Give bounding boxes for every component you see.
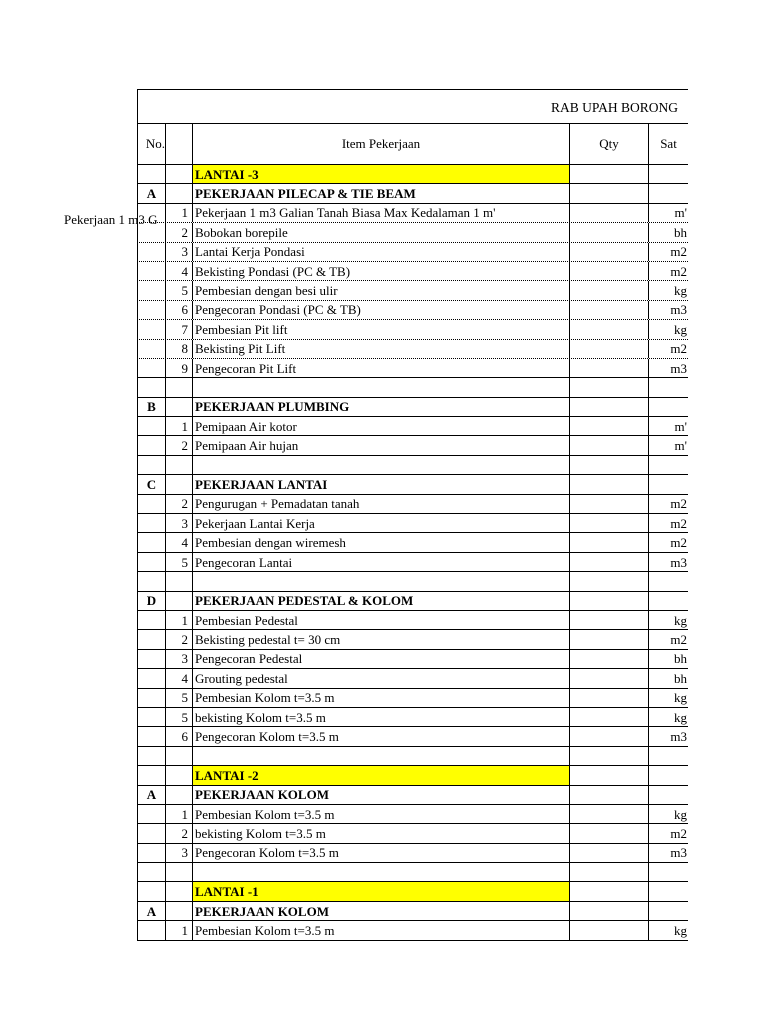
cell-section-letter[interactable] xyxy=(137,689,165,707)
cell-number[interactable]: 1 xyxy=(165,204,192,222)
cell-number[interactable]: 9 xyxy=(165,359,192,377)
cell-number[interactable]: 6 xyxy=(165,727,192,745)
cell-number[interactable]: 1 xyxy=(165,611,192,629)
cell-item[interactable]: Pemipaan Air kotor xyxy=(192,417,569,435)
cell-qty[interactable] xyxy=(569,533,648,551)
cell-number[interactable]: 2 xyxy=(165,824,192,842)
cell-sat[interactable]: m2 xyxy=(648,630,688,648)
cell-section-letter[interactable]: A xyxy=(137,786,165,804)
cell-section-letter[interactable] xyxy=(137,863,165,881)
cell-sat[interactable] xyxy=(648,184,688,202)
cell-number[interactable]: 4 xyxy=(165,533,192,551)
cell-item[interactable] xyxy=(192,456,569,474)
cell-sat[interactable] xyxy=(648,592,688,610)
cell-sat[interactable]: bh xyxy=(648,669,688,687)
cell-section-letter[interactable]: C xyxy=(137,475,165,493)
cell-item[interactable]: Pengurugan + Pemadatan tanah xyxy=(192,495,569,513)
header-row xyxy=(137,124,688,165)
blank-row xyxy=(137,747,688,766)
cell-sat[interactable] xyxy=(648,902,688,920)
cell-item[interactable]: Pengecoran Pedestal xyxy=(192,650,569,668)
cell-sat[interactable]: m2 xyxy=(648,824,688,842)
cell-section-letter[interactable] xyxy=(137,281,165,299)
cell-sat[interactable]: kg xyxy=(648,921,688,939)
cell-section-letter[interactable] xyxy=(137,669,165,687)
table-row xyxy=(137,611,688,630)
cell-number[interactable] xyxy=(165,786,192,804)
cell-section-letter[interactable] xyxy=(137,727,165,745)
cell-sat[interactable]: kg xyxy=(648,708,688,726)
cell-sat[interactable]: bh xyxy=(648,650,688,668)
cell-section-letter[interactable] xyxy=(137,320,165,338)
cell-item[interactable]: Pembesian Pedestal xyxy=(192,611,569,629)
cell-sat[interactable] xyxy=(648,572,688,590)
cell-sat[interactable] xyxy=(648,766,688,784)
cell-number[interactable]: 3 xyxy=(165,844,192,862)
cell-item[interactable]: Pembesian dengan besi ulir xyxy=(192,281,569,299)
cell-section-letter[interactable] xyxy=(137,572,165,590)
cell-item[interactable]: Pembesian Kolom t=3.5 m xyxy=(192,805,569,823)
cell-number[interactable]: 6 xyxy=(165,301,192,319)
cell-section-letter[interactable] xyxy=(137,611,165,629)
cell-item[interactable]: Pekerjaan Lantai Kerja xyxy=(192,514,569,532)
cell-qty[interactable] xyxy=(569,844,648,862)
table-row xyxy=(137,495,688,514)
cell-item[interactable]: PEKERJAAN KOLOM xyxy=(192,786,569,804)
rab-table xyxy=(137,89,688,941)
cell-section-letter[interactable] xyxy=(137,824,165,842)
cell-qty[interactable] xyxy=(569,611,648,629)
cell-sat[interactable]: m' xyxy=(648,436,688,454)
cell-item[interactable]: LANTAI -1 xyxy=(192,882,569,900)
cell-qty[interactable] xyxy=(569,514,648,532)
cell-number[interactable] xyxy=(165,863,192,881)
cell-qty[interactable] xyxy=(569,689,648,707)
blank-row xyxy=(137,378,688,397)
table-row xyxy=(137,844,688,863)
cell-sat[interactable] xyxy=(648,863,688,881)
cell-section-letter[interactable] xyxy=(137,436,165,454)
cell-item[interactable]: LANTAI -2 xyxy=(192,766,569,784)
floor-row xyxy=(137,766,688,785)
table-row xyxy=(137,805,688,824)
cell-qty[interactable] xyxy=(569,417,648,435)
cell-item[interactable]: PEKERJAAN KOLOM xyxy=(192,902,569,920)
cell-sat[interactable]: m' xyxy=(648,417,688,435)
cell-qty[interactable] xyxy=(569,708,648,726)
cell-sat[interactable]: m2 xyxy=(648,514,688,532)
cell-qty[interactable] xyxy=(569,650,648,668)
cell-number[interactable] xyxy=(165,475,192,493)
cell-sat[interactable]: m3 xyxy=(648,359,688,377)
cell-number[interactable]: 1 xyxy=(165,921,192,939)
cell-qty[interactable] xyxy=(569,204,648,222)
cell-number[interactable]: 4 xyxy=(165,262,192,280)
table-row xyxy=(137,689,688,708)
cell-sat[interactable] xyxy=(648,882,688,900)
cell-section-letter[interactable] xyxy=(137,262,165,280)
cell-number[interactable]: 7 xyxy=(165,320,192,338)
cell-number[interactable]: 2 xyxy=(165,223,192,241)
cell-item[interactable]: PEKERJAAN LANTAI xyxy=(192,475,569,493)
cell-item[interactable]: Pengecoran Kolom t=3.5 m xyxy=(192,844,569,862)
table-row xyxy=(137,436,688,455)
blank-row xyxy=(137,572,688,591)
cell-section-letter[interactable] xyxy=(137,417,165,435)
cell-number[interactable] xyxy=(165,184,192,202)
cell-number[interactable] xyxy=(165,902,192,920)
table-row xyxy=(137,514,688,533)
cell-item[interactable]: Pembesian Pit lift xyxy=(192,320,569,338)
cell-qty[interactable] xyxy=(569,378,648,396)
section-row xyxy=(137,902,688,921)
cell-section-letter[interactable] xyxy=(137,243,165,261)
cell-qty[interactable] xyxy=(569,669,648,687)
header-no: No. xyxy=(137,124,165,164)
cell-number[interactable] xyxy=(165,882,192,900)
cell-sat[interactable]: m3 xyxy=(648,727,688,745)
blank-row xyxy=(137,863,688,882)
cell-qty[interactable] xyxy=(569,921,648,939)
cell-qty[interactable] xyxy=(569,805,648,823)
cell-sat[interactable]: m2 xyxy=(648,340,688,358)
table-row xyxy=(137,630,688,649)
cell-sat[interactable] xyxy=(648,786,688,804)
cell-sat[interactable]: kg xyxy=(648,689,688,707)
table-row xyxy=(137,320,688,339)
cell-section-letter[interactable] xyxy=(137,630,165,648)
cell-section-letter[interactable]: D xyxy=(137,592,165,610)
cell-qty[interactable] xyxy=(569,475,648,493)
section-row xyxy=(137,398,688,417)
cell-item[interactable]: Pembesian dengan wiremesh xyxy=(192,533,569,551)
cell-sat[interactable]: m3 xyxy=(648,553,688,571)
cell-section-letter[interactable]: B xyxy=(137,398,165,416)
header-qty: Qty xyxy=(569,124,648,164)
cell-number[interactable]: 1 xyxy=(165,417,192,435)
cell-qty[interactable] xyxy=(569,320,648,338)
cell-sat[interactable]: m3 xyxy=(648,301,688,319)
cell-item[interactable]: PEKERJAAN PEDESTAL & KOLOM xyxy=(192,592,569,610)
cell-qty[interactable] xyxy=(569,863,648,881)
cell-section-letter[interactable] xyxy=(137,495,165,513)
cell-item[interactable]: PEKERJAAN PLUMBING xyxy=(192,398,569,416)
cell-sat[interactable] xyxy=(648,378,688,396)
cell-item[interactable]: Pengecoran Lantai xyxy=(192,553,569,571)
table-body xyxy=(137,165,688,941)
table-row xyxy=(137,553,688,572)
table-row xyxy=(137,533,688,552)
table-row xyxy=(137,204,688,223)
cell-sat[interactable]: m2 xyxy=(648,243,688,261)
cell-section-letter[interactable]: A xyxy=(137,902,165,920)
cell-qty[interactable] xyxy=(569,592,648,610)
table-row xyxy=(137,243,688,262)
cell-section-letter[interactable] xyxy=(137,882,165,900)
section-row xyxy=(137,592,688,611)
cell-number[interactable] xyxy=(165,592,192,610)
cell-sat[interactable]: m2 xyxy=(648,495,688,513)
cell-number[interactable]: 2 xyxy=(165,436,192,454)
cell-number[interactable]: 5 xyxy=(165,553,192,571)
cell-section-letter[interactable] xyxy=(137,533,165,551)
cell-item[interactable] xyxy=(192,747,569,765)
cell-number[interactable]: 5 xyxy=(165,689,192,707)
cell-sat[interactable] xyxy=(648,456,688,474)
cell-item[interactable]: Bekisting Pit Lift xyxy=(192,340,569,358)
cell-section-letter[interactable] xyxy=(137,921,165,939)
sheet-title: RAB UPAH BORONG xyxy=(550,100,678,115)
table-row xyxy=(137,223,688,242)
cell-section-letter[interactable] xyxy=(137,301,165,319)
cell-item[interactable]: Bekisting Pondasi (PC & TB) xyxy=(192,262,569,280)
cell-section-letter[interactable] xyxy=(137,378,165,396)
cell-sat[interactable]: m' xyxy=(648,204,688,222)
cell-item[interactable]: Pekerjaan 1 m3 Galian Tanah Biasa Max Kedalaman 1 m' xyxy=(192,204,569,222)
cell-qty[interactable] xyxy=(569,766,648,784)
cell-sat[interactable]: kg xyxy=(648,611,688,629)
cell-qty[interactable] xyxy=(569,572,648,590)
floor-row xyxy=(137,882,688,901)
cell-section-letter[interactable] xyxy=(137,514,165,532)
cell-item[interactable]: Pengecoran Pondasi (PC & TB) xyxy=(192,301,569,319)
cell-item[interactable] xyxy=(192,378,569,396)
cell-sat[interactable]: kg xyxy=(648,281,688,299)
table-row xyxy=(137,281,688,300)
cell-qty[interactable] xyxy=(569,301,648,319)
cell-section-letter[interactable] xyxy=(137,204,165,222)
cell-sat[interactable]: m3 xyxy=(648,844,688,862)
cell-item[interactable]: Lantai Kerja Pondasi xyxy=(192,243,569,261)
cell-qty[interactable] xyxy=(569,495,648,513)
cell-qty[interactable] xyxy=(569,630,648,648)
cell-section-letter[interactable]: A xyxy=(137,184,165,202)
cell-sat[interactable] xyxy=(648,475,688,493)
cell-number[interactable]: 3 xyxy=(165,650,192,668)
cell-qty[interactable] xyxy=(569,281,648,299)
cell-qty[interactable] xyxy=(569,165,648,183)
cell-qty[interactable] xyxy=(569,223,648,241)
cell-section-letter[interactable] xyxy=(137,456,165,474)
table-row xyxy=(137,650,688,669)
cell-number[interactable] xyxy=(165,766,192,784)
blank-row xyxy=(137,456,688,475)
cell-section-letter[interactable] xyxy=(137,359,165,377)
section-row xyxy=(137,184,688,203)
cell-item[interactable]: Pengecoran Pit Lift xyxy=(192,359,569,377)
cell-section-letter[interactable] xyxy=(137,165,165,183)
table-row xyxy=(137,669,688,688)
cell-number[interactable]: 5 xyxy=(165,281,192,299)
cell-number[interactable] xyxy=(165,378,192,396)
cell-item[interactable]: Bekisting pedestal t= 30 cm xyxy=(192,630,569,648)
cell-number[interactable]: 1 xyxy=(165,805,192,823)
cell-sat[interactable] xyxy=(648,398,688,416)
table-row xyxy=(137,727,688,746)
cell-item[interactable] xyxy=(192,863,569,881)
title-row xyxy=(137,89,688,124)
cell-section-letter[interactable] xyxy=(137,844,165,862)
cell-section-letter[interactable] xyxy=(137,223,165,241)
table-row xyxy=(137,708,688,727)
floor-row xyxy=(137,165,688,184)
cell-number[interactable] xyxy=(165,165,192,183)
cell-number[interactable] xyxy=(165,398,192,416)
cell-qty[interactable] xyxy=(569,398,648,416)
cell-number[interactable] xyxy=(165,572,192,590)
cell-sat[interactable] xyxy=(648,165,688,183)
cell-qty[interactable] xyxy=(569,184,648,202)
overflow-cell-text: Pekerjaan 1 m3 G xyxy=(64,212,158,227)
cell-number[interactable]: 3 xyxy=(165,514,192,532)
cell-section-letter[interactable] xyxy=(137,766,165,784)
table-row xyxy=(137,359,688,378)
table-row xyxy=(137,262,688,281)
cell-item[interactable]: Grouting pedestal xyxy=(192,669,569,687)
cell-sat[interactable]: kg xyxy=(648,805,688,823)
table-row xyxy=(137,417,688,436)
cell-qty[interactable] xyxy=(569,359,648,377)
cell-number[interactable]: 2 xyxy=(165,495,192,513)
cell-item[interactable]: bekisting Kolom t=3.5 m xyxy=(192,824,569,842)
cell-section-letter[interactable] xyxy=(137,650,165,668)
cell-qty[interactable] xyxy=(569,727,648,745)
cell-qty[interactable] xyxy=(569,340,648,358)
table-row xyxy=(137,301,688,320)
cell-sat[interactable] xyxy=(648,747,688,765)
cell-section-letter[interactable] xyxy=(137,340,165,358)
table-row xyxy=(137,921,688,940)
cell-number[interactable]: 3 xyxy=(165,243,192,261)
cell-number[interactable]: 5 xyxy=(165,708,192,726)
cell-qty[interactable] xyxy=(569,882,648,900)
cell-section-letter[interactable] xyxy=(137,747,165,765)
cell-item[interactable]: Pengecoran Kolom t=3.5 m xyxy=(192,727,569,745)
cell-item[interactable] xyxy=(192,572,569,590)
cell-item[interactable]: Pemipaan Air hujan xyxy=(192,436,569,454)
table-row xyxy=(137,824,688,843)
cell-item[interactable]: Pembesian Kolom t=3.5 m xyxy=(192,689,569,707)
cell-qty[interactable] xyxy=(569,456,648,474)
cell-sat[interactable]: m2 xyxy=(648,533,688,551)
cell-section-letter[interactable] xyxy=(137,708,165,726)
cell-item[interactable]: PEKERJAAN PILECAP & TIE BEAM xyxy=(192,184,569,202)
cell-number[interactable] xyxy=(165,747,192,765)
header-sat: Sat xyxy=(648,124,688,164)
cell-qty[interactable] xyxy=(569,262,648,280)
cell-qty[interactable] xyxy=(569,243,648,261)
cell-section-letter[interactable] xyxy=(137,553,165,571)
cell-qty[interactable] xyxy=(569,824,648,842)
cell-qty[interactable] xyxy=(569,902,648,920)
cell-number[interactable]: 2 xyxy=(165,630,192,648)
cell-sat[interactable]: bh xyxy=(648,223,688,241)
cell-sat[interactable]: m2 xyxy=(648,262,688,280)
cell-item[interactable]: Bobokan borepile xyxy=(192,223,569,241)
cell-item[interactable]: bekisting Kolom t=3.5 m xyxy=(192,708,569,726)
section-row xyxy=(137,475,688,494)
header-num xyxy=(165,124,192,164)
section-row xyxy=(137,786,688,805)
cell-qty[interactable] xyxy=(569,436,648,454)
cell-sat[interactable]: kg xyxy=(648,320,688,338)
cell-item[interactable]: LANTAI -3 xyxy=(192,165,569,183)
cell-qty[interactable] xyxy=(569,747,648,765)
cell-item[interactable]: Pembesian Kolom t=3.5 m xyxy=(192,921,569,939)
cell-qty[interactable] xyxy=(569,786,648,804)
table-row xyxy=(137,340,688,359)
header-item: Item Pekerjaan xyxy=(192,124,569,164)
cell-qty[interactable] xyxy=(569,553,648,571)
cell-number[interactable]: 4 xyxy=(165,669,192,687)
cell-number[interactable]: 8 xyxy=(165,340,192,358)
cell-number[interactable] xyxy=(165,456,192,474)
cell-section-letter[interactable] xyxy=(137,805,165,823)
